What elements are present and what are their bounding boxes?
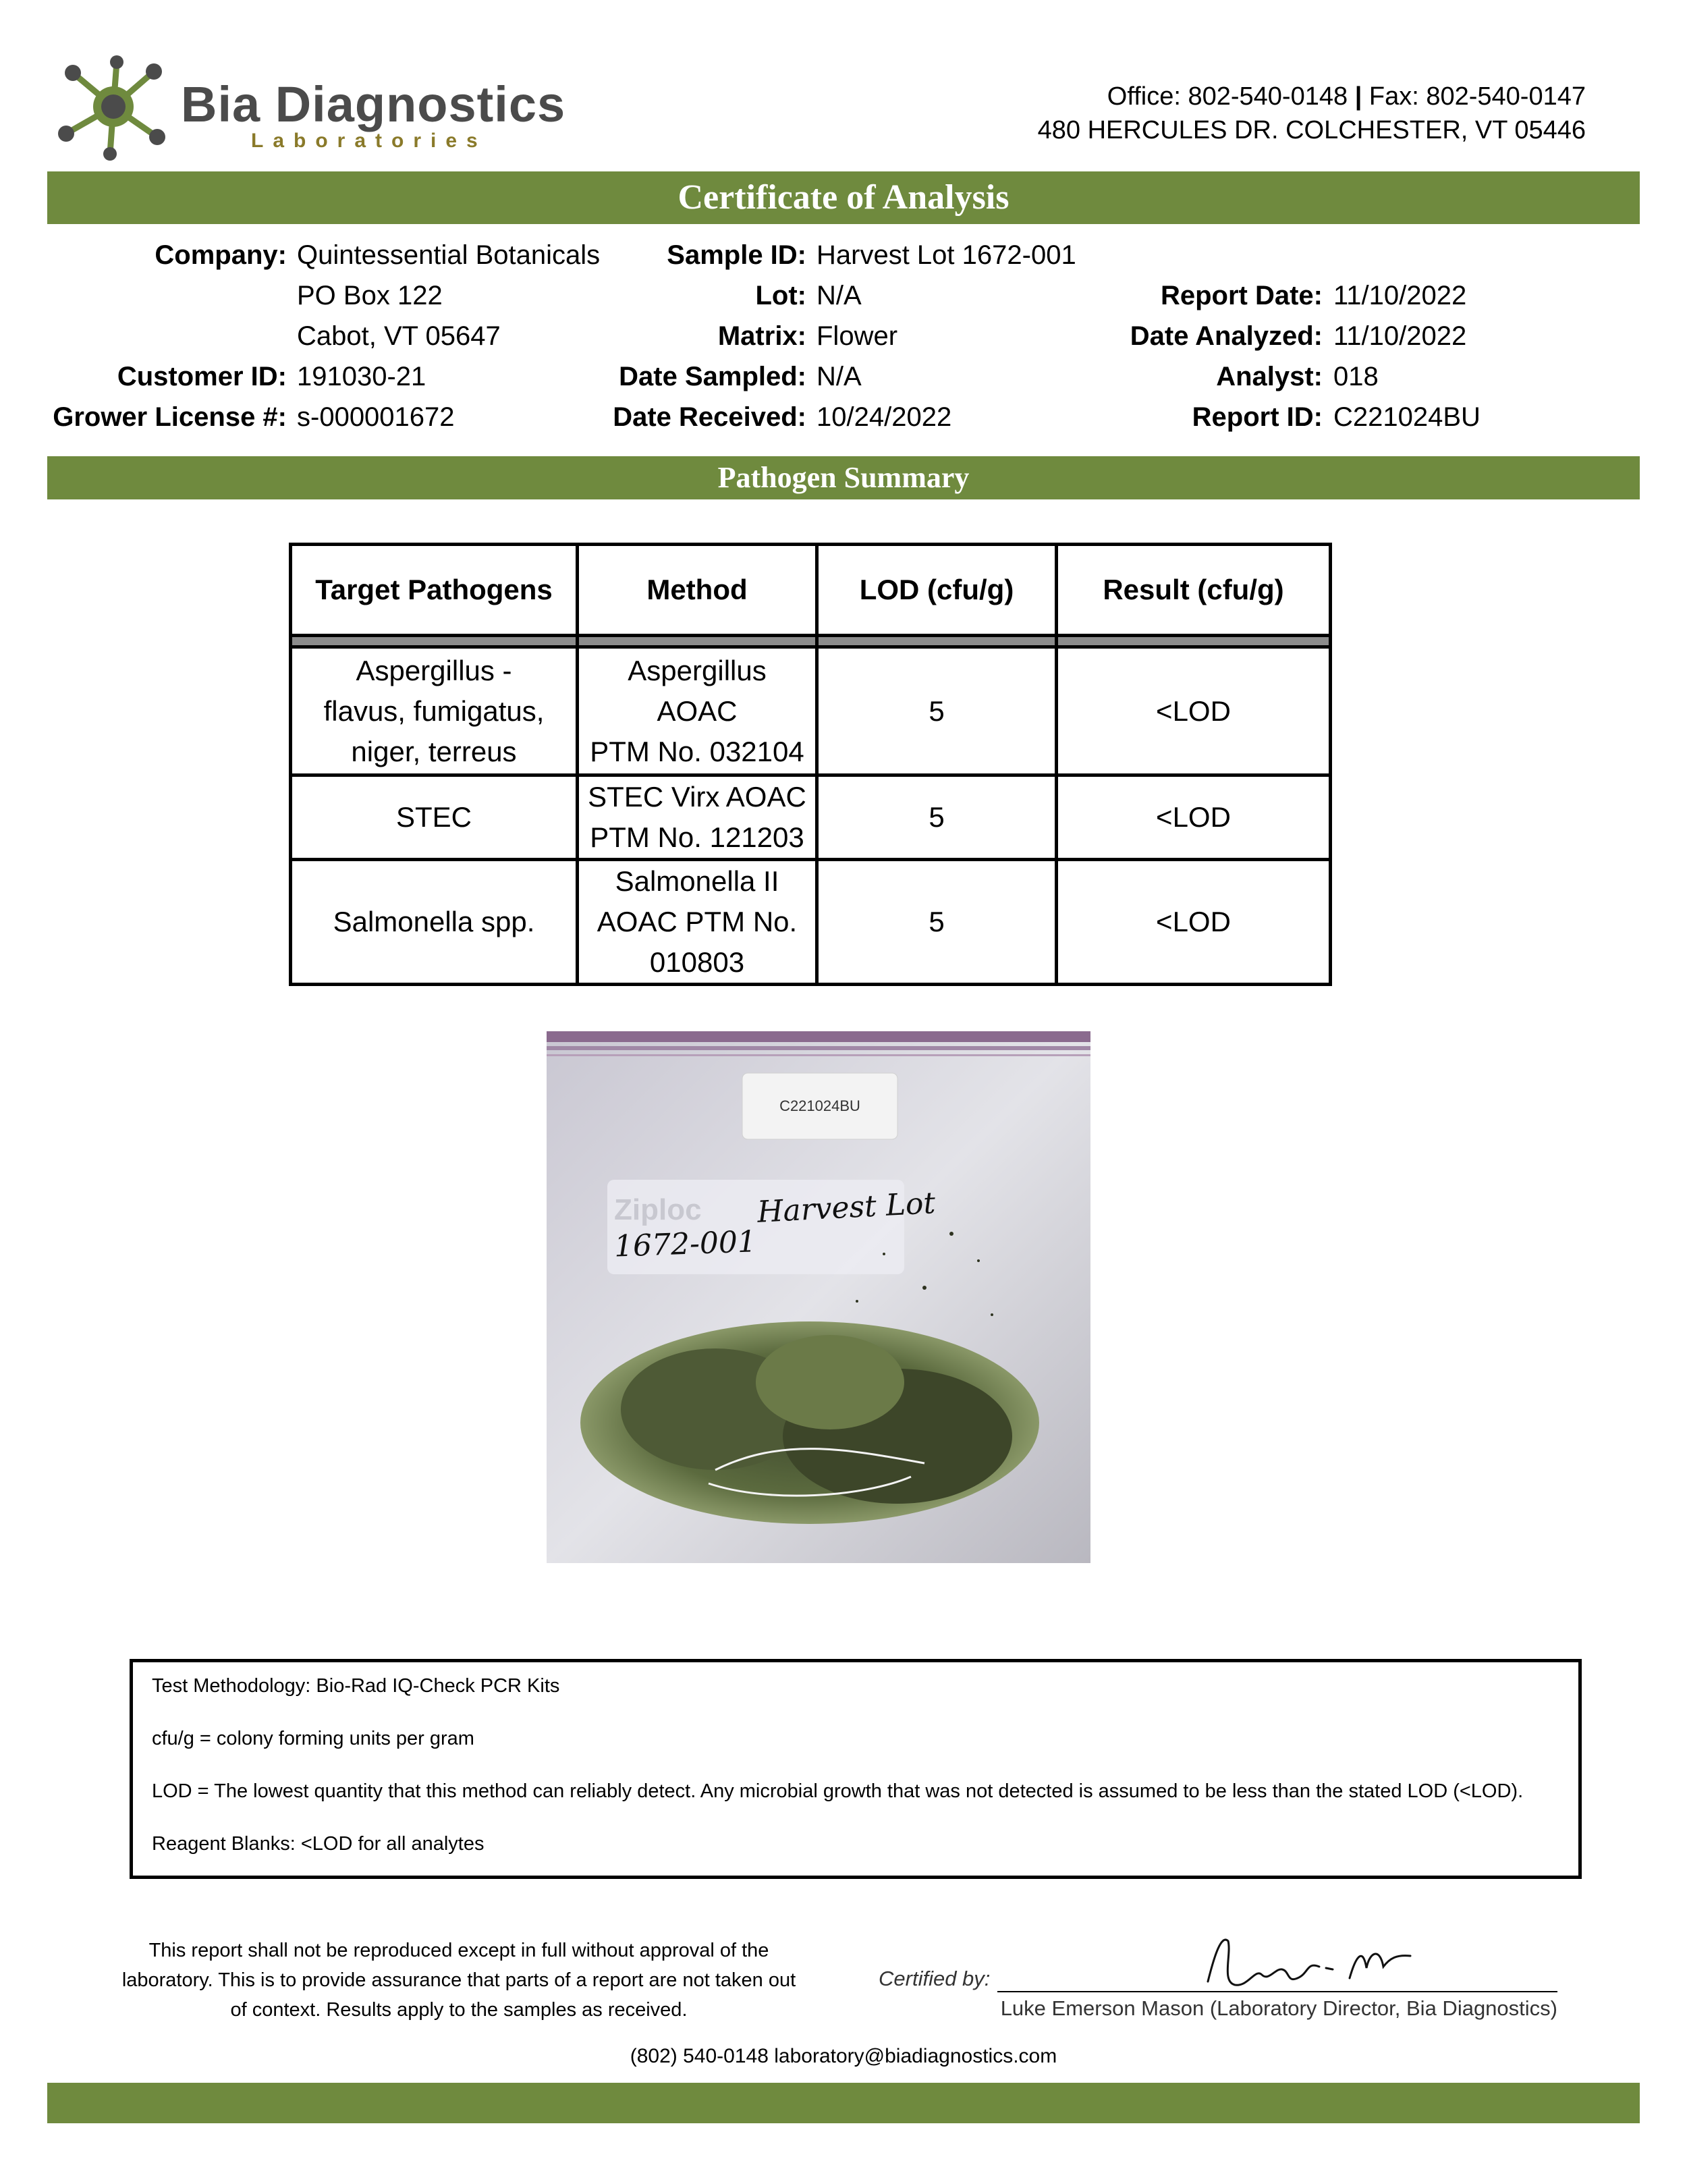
table-row <box>291 860 1331 985</box>
date-analyzed-value: 11/10/2022 <box>1333 321 1467 351</box>
lab-molecule-icon <box>46 53 181 161</box>
pathogen-line: STEC <box>395 801 472 833</box>
signer-name: Luke Emerson Mason (Laboratory Director, Bia Diagnostics) <box>1000 1996 1557 2020</box>
method-cell <box>578 775 817 860</box>
disclaimer-line: laboratory. This is to provide assurance that parts of a report are not taken out <box>121 1969 796 1991</box>
method-cell <box>578 647 817 775</box>
report-date-value: 11/10/2022 <box>1333 281 1467 310</box>
fax-number: Fax: 802-540-0147 <box>1368 82 1586 111</box>
grower-license-value: s-000001672 <box>297 402 455 432</box>
disclaimer-line: This report shall not be reproduced except in full without approval of the <box>148 1940 769 1961</box>
method-line: PTM No. 121203 <box>590 821 804 853</box>
header-lod: LOD (cfu/g) <box>817 545 1057 636</box>
office-phone: Office: 802-540-0148 <box>1107 82 1348 111</box>
pathogen-line: Aspergillus - <box>356 654 512 686</box>
company-label: Company: <box>155 240 287 270</box>
method-line: Aspergillus AOAC <box>628 654 767 727</box>
date-received-value: 10/24/2022 <box>817 402 952 432</box>
pathogen-line: flavus, fumigatus, <box>323 694 545 727</box>
reproduction-disclaimer <box>101 1936 817 2025</box>
grower-license-label: Grower License #: <box>53 402 287 432</box>
analyst-label: Analyst: <box>1216 362 1323 391</box>
customer-id-label: Customer ID: <box>117 362 287 391</box>
sample-id-value: Harvest Lot 1672-001 <box>817 240 1076 270</box>
lot-label: Lot: <box>755 281 806 310</box>
method-line: PTM No. 032104 <box>590 735 804 767</box>
company-address-line1: PO Box 122 <box>297 281 443 310</box>
customer-id-value: 191030-21 <box>297 362 426 391</box>
pathogen-cell <box>291 860 578 985</box>
reagent-blanks-note: Reagent Blanks: <LOD for all analytes <box>152 1833 485 1855</box>
logo-title: Bia Diagnostics <box>181 76 566 132</box>
lod-definition: LOD = The lowest quantity that this method can reliably detect. Any microbial growth that was not detected is assumed to be less than the stated LOD (<LOD). <box>152 1780 1524 1802</box>
pathogen-cell <box>291 775 578 860</box>
table-row <box>291 775 1331 860</box>
table-header-row <box>291 545 1331 636</box>
sticker-label: C221024BU <box>779 1097 860 1114</box>
lod-cell: 5 <box>817 775 1057 860</box>
report-date-label: Report Date: <box>1160 281 1323 310</box>
cfu-definition: cfu/g = colony forming units per gram <box>152 1728 474 1749</box>
header-target-pathogens: Target Pathogens <box>291 545 578 636</box>
footer-contact: (802) 540-0148 laboratory@biadiagnostics.com <box>630 2045 1057 2067</box>
footer-bar <box>47 2083 1640 2123</box>
date-analyzed-label: Date Analyzed: <box>1130 321 1323 351</box>
method-line: AOAC PTM No. <box>597 906 798 937</box>
pathogen-line: Salmonella spp. <box>333 906 535 937</box>
sample-id-label: Sample ID: <box>667 240 806 270</box>
pathogen-table <box>289 543 1332 986</box>
logo-subtitle: Laboratories <box>251 130 487 152</box>
header-result: Result (cfu/g) <box>1057 545 1331 636</box>
certificate-title: Certificate of Analysis <box>47 171 1640 224</box>
pathogen-line: niger, terreus <box>351 735 517 767</box>
certified-by-label: Certified by: <box>879 1967 991 1990</box>
methodology-note: Test Methodology: Bio-Rad IQ-Check PCR Kits <box>152 1675 560 1697</box>
date-sampled-label: Date Sampled: <box>619 362 806 391</box>
handwritten-lot-line1: Harvest Lot <box>756 1186 937 1230</box>
matrix-value: Flower <box>817 321 898 351</box>
lab-contact <box>1038 80 1586 147</box>
report-id-value: C221024BU <box>1333 402 1481 432</box>
contact-separator: | <box>1354 82 1362 111</box>
table-header-separator <box>291 636 1331 647</box>
lab-address: 480 HERCULES DR. COLCHESTER, VT 05446 <box>1037 116 1586 144</box>
handwritten-lot-line2: 1672-001 <box>613 1224 757 1264</box>
lod-cell: 5 <box>817 647 1057 775</box>
report-id-label: Report ID: <box>1192 402 1323 432</box>
pathogen-summary-title: Pathogen Summary <box>47 456 1640 499</box>
methodology-notes-box <box>130 1659 1582 1879</box>
sample-photo <box>547 1031 1090 1563</box>
date-sampled-value: N/A <box>817 362 862 391</box>
signature-line <box>997 1991 1557 1992</box>
disclaimer-line: of context. Results apply to the samples as received. <box>230 1999 688 2021</box>
result-cell: <LOD <box>1057 647 1331 775</box>
table-row <box>291 647 1331 775</box>
method-line: Salmonella II <box>615 865 779 897</box>
pathogen-cell <box>291 647 578 775</box>
matrix-label: Matrix: <box>717 321 806 351</box>
method-line: 010803 <box>649 946 745 978</box>
result-cell: <LOD <box>1057 775 1331 860</box>
company-value: Quintessential Botanicals <box>297 240 601 270</box>
analyst-value: 018 <box>1333 362 1379 391</box>
lot-value: N/A <box>817 281 862 310</box>
date-received-label: Date Received: <box>613 402 806 432</box>
result-cell: <LOD <box>1057 860 1331 985</box>
method-cell <box>578 860 817 985</box>
lod-cell: 5 <box>817 860 1057 985</box>
bag-brand: Ziploc <box>614 1193 702 1226</box>
method-line: STEC Virx AOAC <box>588 781 806 813</box>
director-signature <box>1194 1928 1424 1995</box>
header-method: Method <box>578 545 817 636</box>
company-address-line2: Cabot, VT 05647 <box>297 321 501 351</box>
